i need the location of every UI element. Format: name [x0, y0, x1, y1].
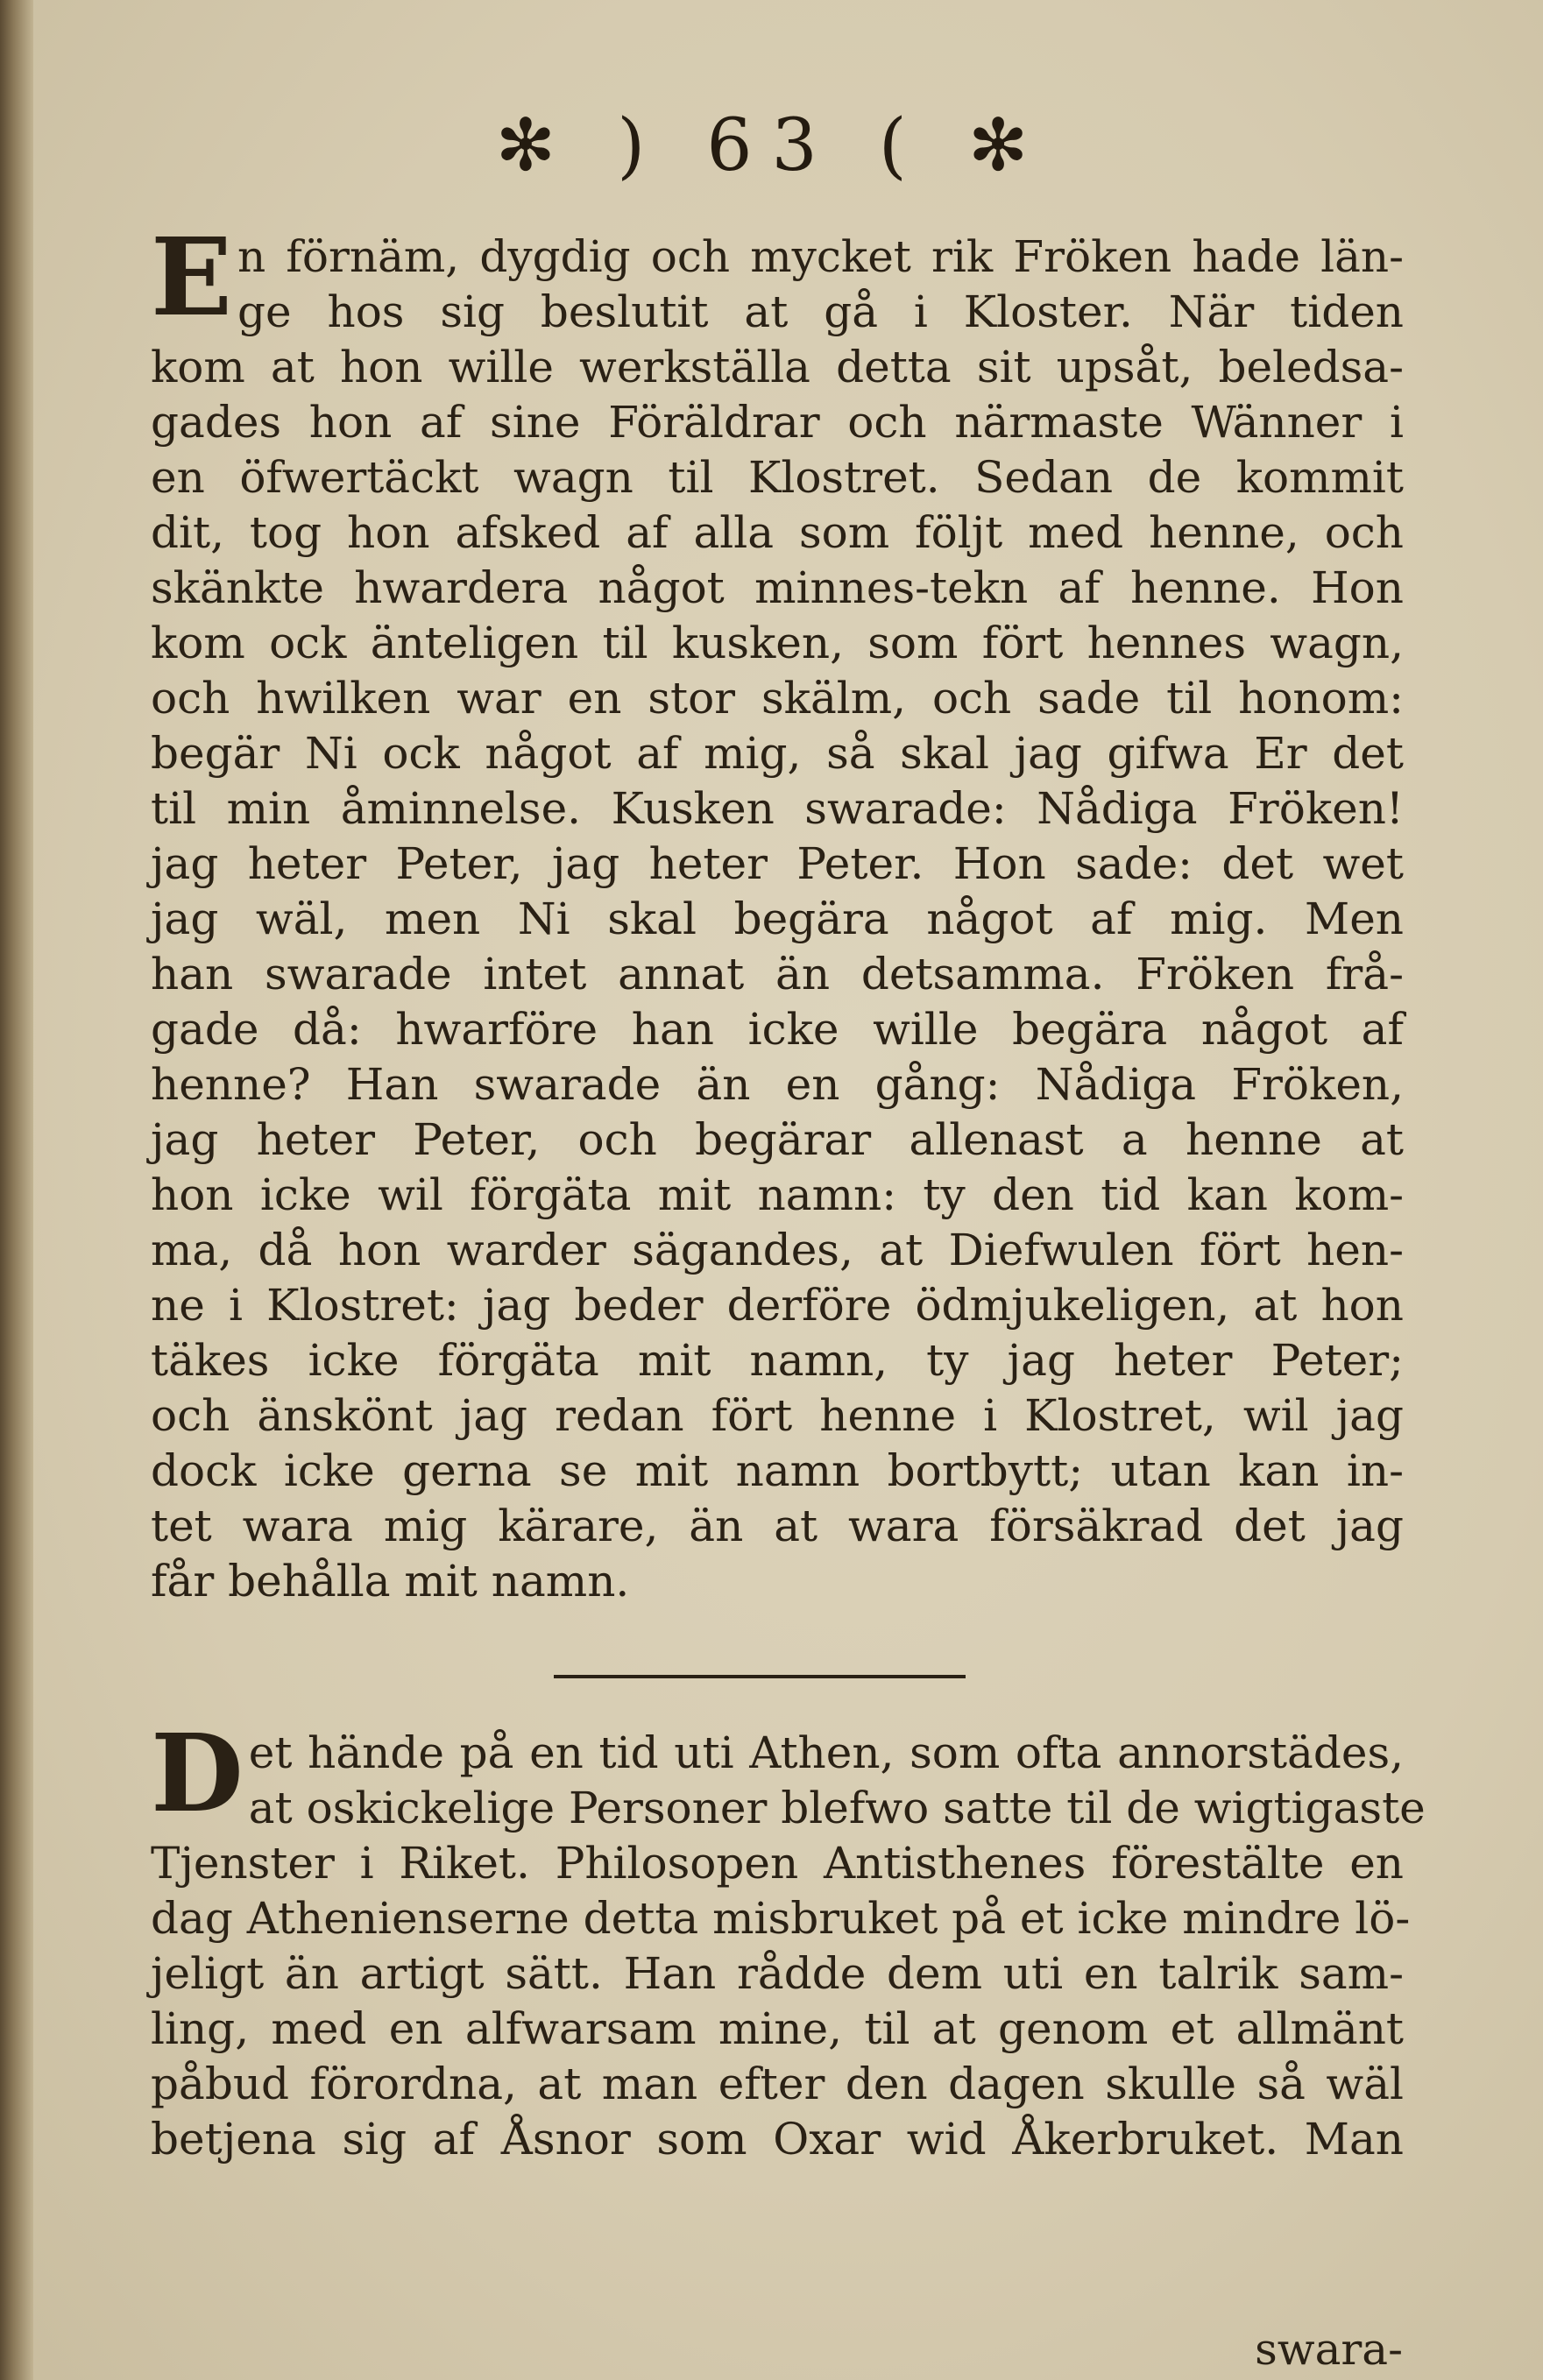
text-line: och hwilken war en stor skälm, och sade til honom: [151, 673, 1404, 724]
text-line: ne i Klostret: jag beder derföre ödmjukeligen, at hon [151, 1280, 1404, 1331]
text-line: jeligt än artigt sätt. Han rådde dem uti en talrik sam- [151, 1948, 1404, 1999]
text-line: begär Ni ock något af mig, så skal jag gifwa Er det [151, 728, 1404, 779]
text-line: jag wäl, men Ni skal begära något af mig. Men [151, 893, 1404, 944]
paragraph-2 [151, 1710, 1426, 2167]
text-line: skänkte hwardera något minnes-tekn af henne. Hon [151, 562, 1404, 613]
text-line: gades hon af sine Föräldrar och närmaste Wänner i [151, 397, 1404, 448]
text-line: hon icke wil förgäta mit namn: ty den tid kan kom- [151, 1169, 1404, 1220]
text-line: kom ock änteligen til kusken, som fört hennes wagn, [151, 618, 1404, 668]
text-line: dock icke gerna se mit namn bortbytt; utan kan in- [151, 1445, 1404, 1496]
dropcap-2: D [151, 1710, 244, 1836]
paragraph-1 [151, 214, 1404, 1609]
text-line: får behålla mit namn. [151, 1556, 630, 1607]
text-line: Tjenster i Riket. Philosopen Antisthenes förestälte en [151, 1838, 1404, 1889]
binding-edge [0, 0, 33, 2380]
catchword: swara- [1255, 2324, 1403, 2375]
text-line: betjena sig af Åsnor som Oxar wid Åkerbruket. Man [151, 2114, 1404, 2165]
text-line: kom at hon wille werkställa detta sit upsåt, beledsa- [151, 342, 1404, 392]
text-line: täkes icke förgäta mit namn, ty jag heter Peter; [151, 1335, 1404, 1386]
text-line: henne? Han swarade än en gång: Nådiga Fröken, [151, 1059, 1404, 1110]
text-line: til min åminnelse. Kusken swarade: Nådiga Fröken! [151, 783, 1404, 834]
page-header: ✻ ) 63 ( ✻ [495, 104, 1048, 187]
text-line: ma, då hon warder sägandes, at Diefwulen fört hen- [151, 1225, 1404, 1275]
text-line: han swarade intet annat än detsamma. Fröken frå- [151, 949, 1404, 999]
text-line: ge hos sig beslutit at gå i Kloster. När tiden [237, 286, 1404, 337]
text-line: at oskickelige Personer blefwo satte til de wigtigaste [248, 1783, 1426, 1833]
text-line: tet wara mig kärare, än at wara försäkrad det jag [151, 1501, 1404, 1551]
text-line: jag heter Peter, jag heter Peter. Hon sade: det wet [151, 838, 1404, 889]
text-line: n förnäm, dygdig och mycket rik Fröken hade län- [237, 231, 1404, 282]
text-line: jag heter Peter, och begärar allenast a henne at [151, 1114, 1404, 1165]
text-line: dag Athenienserne detta misbruket på et icke mindre lö- [151, 1893, 1411, 1944]
text-line: ling, med en alfwarsam mine, til at genom et allmänt [151, 2003, 1404, 2054]
section-divider [554, 1675, 966, 1678]
text-line: et hände på en tid uti Athen, som ofta annorstädes, [248, 1727, 1404, 1778]
text-line: och änskönt jag redan fört henne i Klostret, wil jag [151, 1390, 1404, 1441]
dropcap-1: E [151, 214, 232, 340]
text-line: en öfwertäckt wagn til Klostret. Sedan de kommit [151, 452, 1404, 503]
text-line: påbud förordna, at man efter den dagen skulle så wäl [151, 2059, 1404, 2109]
text-line: gade då: hwarföre han icke wille begära något af [151, 1004, 1404, 1055]
text-line: dit, tog hon afsked af alla som följt med henne, och [151, 507, 1404, 558]
